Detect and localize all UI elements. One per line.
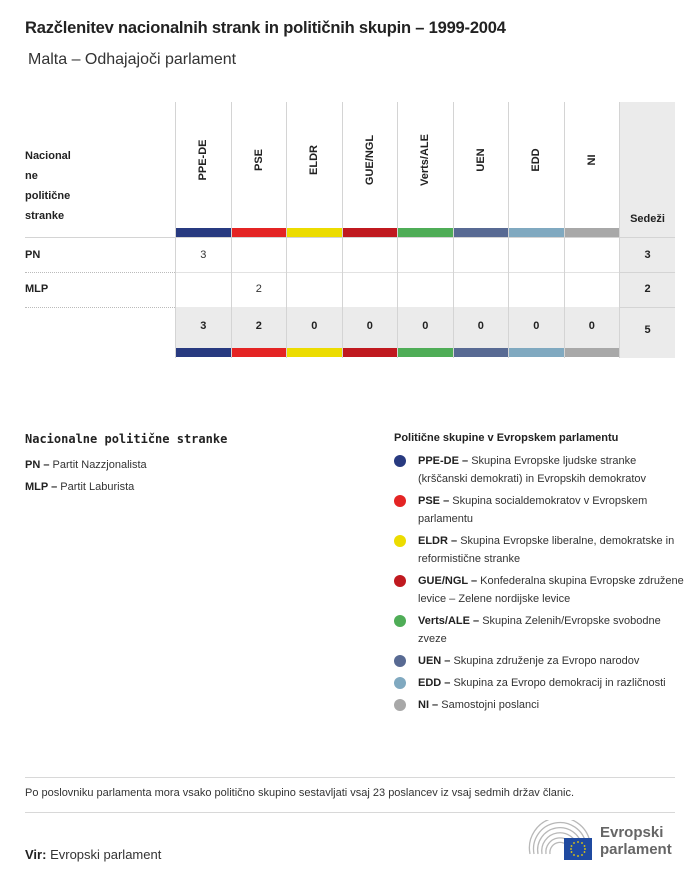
total-cell: 2 [232, 307, 287, 349]
group-color-bar-bottom [343, 348, 398, 357]
footnote: Po poslovniku parlamenta mora vsako politično skupino sestavljati vsaj 23 poslancev iz vsaj sedmih držav članic. [25, 787, 575, 799]
group-column-header [343, 102, 398, 228]
row-header-line: ne [25, 170, 38, 182]
group-color-bar [565, 228, 620, 237]
group-column [175, 102, 231, 358]
seats-divider [620, 272, 675, 273]
logo-line: parlament [600, 841, 672, 858]
table-cell: 2 [255, 283, 262, 295]
group-legend-item [394, 492, 684, 528]
group-code: GUE/NGL [363, 134, 376, 186]
seats-column [619, 102, 675, 358]
group-color-dot-icon [394, 655, 406, 667]
group-column [453, 102, 509, 358]
group-color-bar [398, 228, 453, 237]
group-abbr: PPE-DE [418, 455, 459, 467]
group-name: Skupina Evropske liberalne, demokratske in reformistične stranke [418, 535, 675, 565]
national-legend-item: MLP – Partit Laburista [25, 481, 135, 493]
total-cell: 0 [287, 307, 342, 349]
row-party-label: MLP [25, 283, 49, 295]
group-color-dot-icon [394, 699, 406, 711]
group-abbr: EDD [418, 677, 442, 689]
row-header-line: politične [25, 190, 71, 202]
group-color-bar [287, 228, 342, 237]
separator: – [447, 535, 461, 547]
hemicycle-icon [528, 820, 594, 862]
group-name: Skupina za Evropo demokracij in različnosti [453, 677, 666, 689]
total-cell: 0 [454, 307, 509, 349]
row-divider [25, 272, 175, 273]
row-header-line: stranke [25, 210, 65, 222]
group-color-bar-bottom [398, 348, 453, 357]
group-color-dot-icon [394, 615, 406, 627]
separator: – [469, 615, 483, 627]
group-code: ELDR [308, 145, 321, 175]
separator: – [440, 495, 453, 507]
group-color-bar [509, 228, 564, 237]
total-cell: 3 [176, 307, 231, 349]
group-color-bar [343, 228, 398, 237]
group-name: Konfederalna skupina Evropske združene levice – Zelene nordijske levice [418, 575, 684, 605]
group-name: Skupina združenje za Evropo narodov [453, 655, 640, 667]
cell-divider [343, 272, 398, 273]
group-column [508, 102, 564, 358]
cell-divider [509, 272, 564, 273]
group-color-dot-icon [394, 677, 406, 689]
group-abbr: UEN [418, 655, 442, 667]
group-column-header [565, 102, 620, 228]
group-color-dot-icon [394, 535, 406, 547]
seats-value: 3 [644, 249, 651, 261]
group-legend-item [394, 674, 684, 692]
group-code: PSE [252, 148, 265, 172]
groups-legend-title: Politične skupine v Evropskem parlamentu [394, 432, 619, 444]
group-code: EDD [530, 148, 543, 172]
cell-divider [565, 272, 620, 273]
cell-divider [176, 272, 231, 273]
separator: – [441, 655, 454, 667]
group-code: NI [585, 154, 598, 166]
cell-divider [398, 272, 453, 273]
party-abbr: MLP [25, 481, 49, 493]
group-color-bar [454, 228, 509, 237]
page-subtitle: Malta – Odhajajoči parlament [28, 51, 237, 68]
group-column [397, 102, 453, 358]
row-header-label [25, 146, 165, 226]
breakdown-table [25, 102, 675, 358]
group-name: Skupina Evropske ljudske stranke (krščanski demokrati) in Evropskih demokratov [418, 455, 647, 485]
group-color-bar-bottom [287, 348, 342, 357]
group-column [342, 102, 398, 358]
group-abbr: Verts/ALE [418, 615, 470, 627]
row-divider [25, 307, 175, 308]
group-code: UEN [474, 148, 487, 172]
group-abbr: PSE [418, 495, 441, 507]
cell-divider [287, 272, 342, 273]
total-cell: 0 [509, 307, 564, 349]
divider [25, 777, 675, 778]
group-legend-item [394, 532, 684, 568]
seats-header: Sedeži [630, 213, 665, 225]
group-column-header [398, 102, 453, 228]
row-header-line: Nacional [25, 150, 71, 162]
seats-total: 5 [644, 324, 651, 336]
seats-value: 2 [644, 283, 651, 295]
group-column-header [287, 102, 342, 228]
group-column-header [509, 102, 564, 228]
group-code: PPE-DE [197, 139, 210, 181]
seats-divider [620, 237, 675, 238]
group-color-dot-icon [394, 455, 406, 467]
total-cell: 0 [343, 307, 398, 349]
group-name: Skupina Zelenih/Evropske svobodne zveze [418, 615, 661, 645]
group-color-dot-icon [394, 575, 406, 587]
party-name: Partit Nazzjonalista [52, 459, 147, 471]
group-color-bar-bottom [565, 348, 620, 357]
source-label: Vir: [25, 847, 47, 862]
group-abbr: NI [418, 699, 429, 711]
group-legend-item [394, 572, 684, 608]
group-color-bar-bottom [454, 348, 509, 357]
ep-logo [528, 820, 678, 864]
group-legend-item [394, 696, 684, 714]
group-code: Verts/ALE [419, 134, 432, 186]
logo-text [600, 824, 672, 858]
separator: – [429, 699, 442, 711]
group-column [231, 102, 287, 358]
row-party-label: PN [25, 249, 41, 261]
group-color-bar-bottom [509, 348, 564, 357]
separator: – [441, 677, 454, 689]
group-column-header [232, 102, 287, 228]
group-name: Skupina socialdemokratov v Evropskem parlamentu [418, 495, 648, 525]
group-color-bar [176, 228, 231, 237]
national-parties-legend [25, 432, 227, 498]
political-groups-legend [394, 432, 684, 718]
table-cell: 3 [200, 249, 207, 261]
group-column [564, 102, 620, 358]
cell-divider [454, 272, 509, 273]
total-cell: 0 [398, 307, 453, 349]
group-abbr: GUE/NGL [418, 575, 468, 587]
group-legend-item [394, 612, 684, 648]
national-legend-title: Nacionalne politične stranke [25, 432, 228, 446]
national-legend-item: PN – Partit Nazzjonalista [25, 459, 147, 471]
group-abbr: ELDR [418, 535, 448, 547]
group-legend-item [394, 452, 684, 488]
source-line [25, 847, 161, 862]
group-column-header [176, 102, 231, 228]
divider [25, 812, 675, 813]
group-column [286, 102, 342, 358]
total-cell: 0 [565, 307, 620, 349]
page-title: Razčlenitev nacionalnih strank in političnih skupin – 1999-2004 [25, 19, 506, 37]
separator: – [467, 575, 481, 587]
party-name: Partit Laburista [60, 481, 135, 493]
group-legend-item [394, 652, 684, 670]
group-column-header [454, 102, 509, 228]
separator: – [458, 455, 472, 467]
group-color-bar-bottom [232, 348, 287, 357]
logo-line: Evropski [600, 824, 664, 841]
group-color-dot-icon [394, 495, 406, 507]
group-color-bar-bottom [176, 348, 231, 357]
cell-divider [232, 272, 287, 273]
group-name: Samostojni poslanci [441, 699, 540, 711]
source-value: Evropski parlament [50, 847, 162, 862]
party-abbr: PN [25, 459, 41, 471]
group-color-bar [232, 228, 287, 237]
seats-divider [620, 307, 675, 308]
